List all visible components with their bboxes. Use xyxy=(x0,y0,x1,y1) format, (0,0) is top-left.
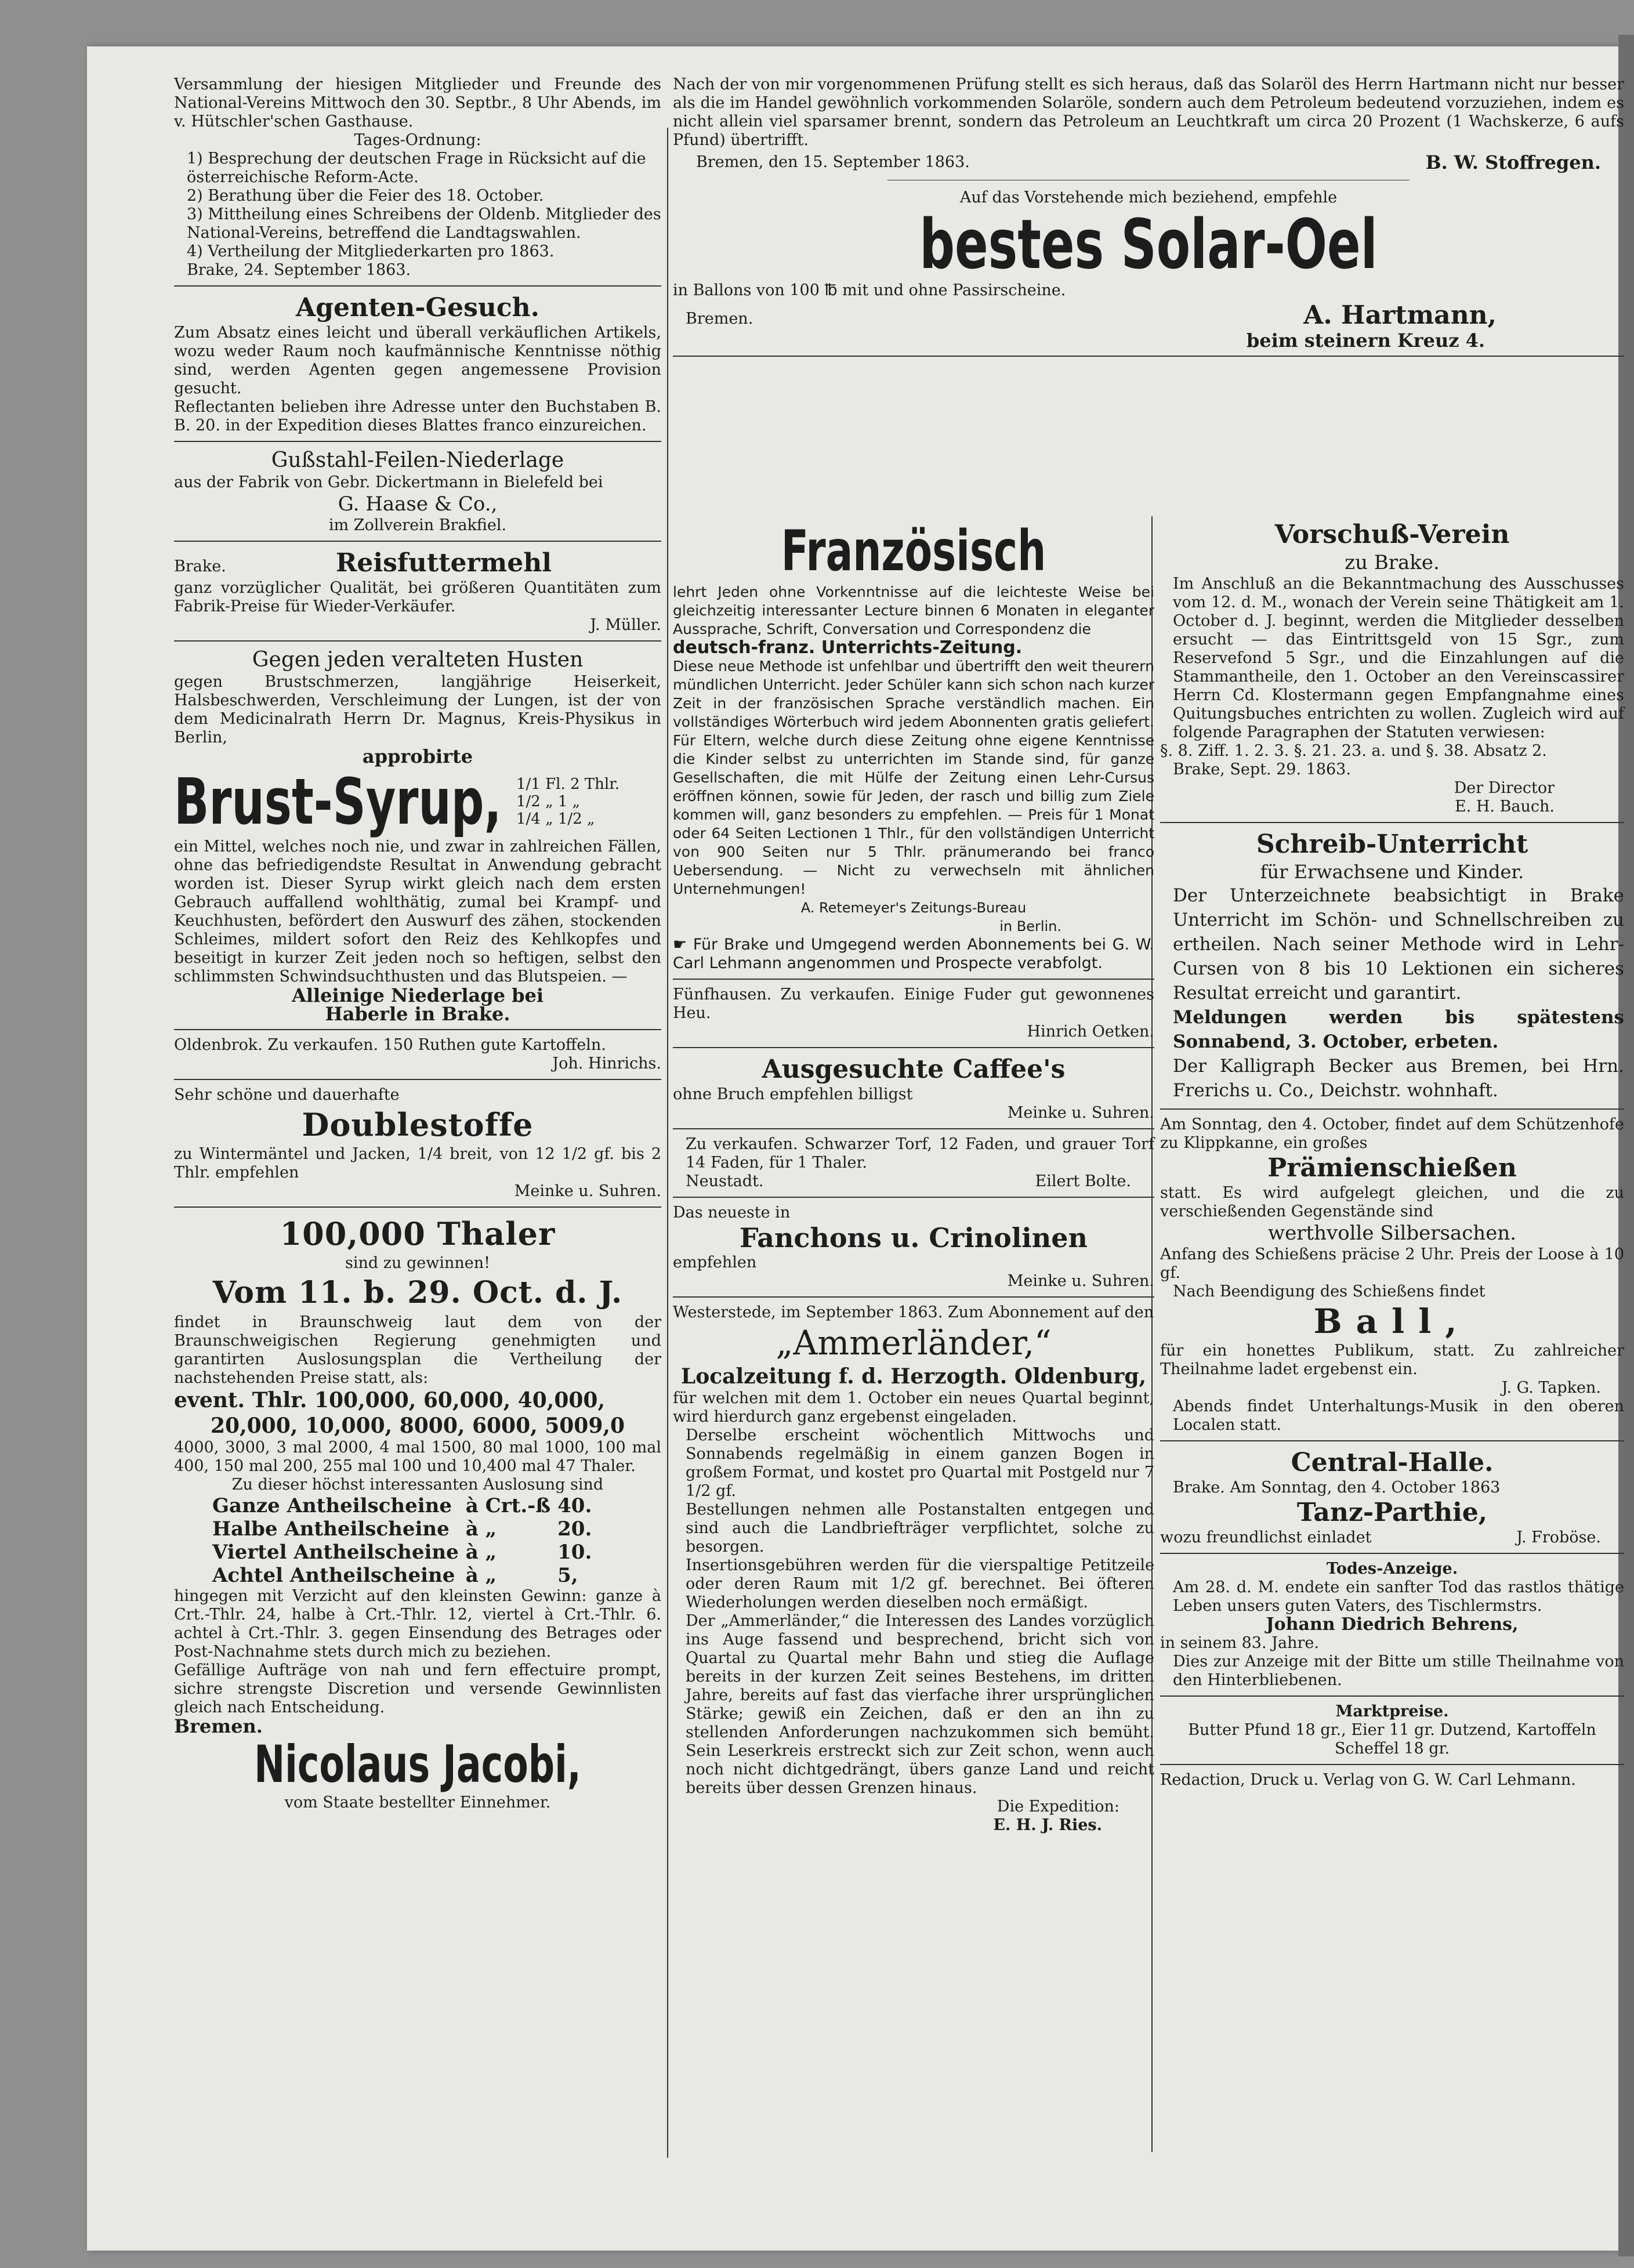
solar-sign: B. W. Stoffregen. xyxy=(1425,151,1601,173)
syrup-price: 1/4 „ 1/2 „ xyxy=(516,810,595,828)
todes-name: Johann Diedrich Behrens, xyxy=(1266,1614,1519,1635)
ammer-body1: für welchen mit dem 1. October ein neues Quartal beginnt, wird hierdurch ganz ergebenst eingeladen. xyxy=(673,1389,1154,1426)
verein-item: 3) Mittheilung eines Schreibens der Oldenb. Mitglieder des National-Vereins, betreffend die Landtagswahlen. xyxy=(187,205,661,242)
praemien-body: statt. Es wird aufgelegt gleichen, und die zu verschießenden Gegenstände sind xyxy=(1160,1184,1624,1220)
ammer-body2: Derselbe erscheint wöchentlich Mittwochs und Sonnabends regelmäßig in einem ganzen Bogen in großem Format, und kostet pro Quartal mit Postgeld nur 7 1/2 gf. xyxy=(686,1426,1154,1500)
ammer-body3: Bestellungen nehmen alle Postanstalten entgegen und sind auch die Landbriefträger verpflichtet, solche zu besorgen. xyxy=(686,1501,1154,1556)
gussstahl-firm: G. Haase & Co., xyxy=(338,492,498,516)
ad-ammerlaender xyxy=(673,1303,1154,1835)
franz-sign: A. Retemeyer's Zeitungs-Bureau xyxy=(800,900,1027,916)
ammer-sub: Localzeitung f. d. Herzogth. Oldenburg, xyxy=(680,1364,1147,1389)
lotterie-body: findet in Braunschweig laut dem von der Braunschweigischen Regierung genehmigten und garantirten Auslosungsplan die Vertheilung der nachstehenden Preise statt, als: xyxy=(174,1313,661,1387)
reis-prefix: Brake. xyxy=(174,557,226,575)
ammer-body5: Der „Ammerländer,“ die Interessen des Landes vorzüglich ins Auge fassend und besprechend, bricht sich von Quartal zu Quartal mehr Bahn und stieg die Auflage bereits in der kurzen Zeit seines Bestehens, im dritten Jahre, bereits auf fast das vierfache ihrer ursprünglichen Stärke; gewiß ein Zeichen, daß er den an ihn zu stellenden Anforderungen nachzukommen sich bemüht. Sein Leserkreis erstreckt sich zur Zeit schon, wenn auch noch nicht dichtgedrängt, übers ganze Land und reicht bereits über dessen Grenzen hinaus. xyxy=(686,1612,1154,1797)
caffee-title: Ausgesuchte Caffee's xyxy=(762,1055,1066,1084)
schreib-body: Der Unterzeichnete beabsichtigt in Brake Unterricht im Schön- und Schnellschreiben zu ertheilen. Nach seiner Methode wird in Lehr-Cursen von 8 bis 10 Lektionen ein sicheres Resultat erreicht und garantirt. xyxy=(1173,885,1624,1003)
ad-torf xyxy=(673,1135,1154,1191)
table-row xyxy=(209,1541,595,1564)
divider xyxy=(1160,1440,1624,1441)
column-1 xyxy=(174,75,661,1816)
ad-agenten xyxy=(174,292,661,435)
fanchons-body: empfehlen xyxy=(673,1253,757,1271)
doubles-pre: Sehr schöne und dauerhafte xyxy=(174,1086,400,1104)
gussstahl-title: Gußstahl-Feilen-Niederlage xyxy=(271,448,564,472)
divider xyxy=(174,1029,661,1030)
ad-fuenfhausen xyxy=(673,986,1154,1041)
gussstahl-body: aus der Fabrik von Gebr. Dickertmann in Bielefeld bei xyxy=(174,473,603,491)
reis-sign: J. Müller. xyxy=(590,616,661,634)
torf-sign: Eilert Bolte. xyxy=(1035,1172,1131,1190)
markt-body: Butter Pfund 18 gr., Eier 11 gr. Dutzend, Kartoffeln Scheffel 18 gr. xyxy=(1188,1721,1596,1758)
divider xyxy=(673,1128,1154,1129)
divider xyxy=(174,1079,661,1080)
divider xyxy=(174,285,661,287)
table-row xyxy=(209,1517,595,1541)
divider xyxy=(174,441,661,442)
ad-caffee xyxy=(673,1054,1154,1122)
lotterie-date: Vom 11. b. 29. Oct. d. J. xyxy=(212,1275,623,1310)
divider xyxy=(174,1207,661,1208)
ad-fanchons xyxy=(673,1204,1154,1291)
reis-body: ganz vorzüglicher Qualität, bei größeren Quantitäten zum Fabrik-Preise für Wieder-Verkäufer. xyxy=(174,579,661,615)
solar-addr: beim steinern Kreuz 4. xyxy=(1246,329,1485,352)
praemien-body3: Nach Beendigung des Schießens findet xyxy=(1173,1282,1486,1300)
share-price: 5, xyxy=(557,1564,578,1587)
ad-praemienschiessen xyxy=(1160,1115,1624,1434)
praemien-intro: Am Sonntag, den 4. October, findet auf dem Schützenhofe zu Klippkanne, ein großes xyxy=(1160,1115,1624,1152)
husten-depot2: Haberle in Brake. xyxy=(325,1003,510,1025)
lotterie-prizes2: 20,000, 10,000, 8000, 6000, 5009,0 xyxy=(211,1414,625,1438)
verein-agenda-title: Tages-Ordnung: xyxy=(354,131,481,149)
divider xyxy=(673,1197,1154,1198)
praemien-sign: J. G. Tapken. xyxy=(1501,1379,1601,1397)
central-body2: wozu freundlichst einladet xyxy=(1160,1528,1372,1546)
reis-title: Reisfuttermehl xyxy=(335,548,552,578)
fanchons-pre: Das neueste in xyxy=(673,1204,791,1222)
agenten-body2: Reflectanten belieben ihre Adresse unter den Buchstaben B. B. 20. in der Expedition dieses Blattes franco einzureichen. xyxy=(174,398,661,434)
schreib-body2: Meldungen werden bis spätestens Sonnabend, 3. October, erbeten. xyxy=(1173,1007,1624,1052)
ad-marktpreise xyxy=(1160,1702,1624,1758)
verein-item: 1) Besprechung der deutschen Frage in Rücksicht auf die österreichische Reform-Acte. xyxy=(187,150,646,186)
todes-body: Am 28. d. M. endete ein sanfter Tod das rastlos thätige Leben unsers guten Vaters, des Tischlermstrs. xyxy=(1173,1578,1624,1615)
fuenf-sign: Hinrich Oetken. xyxy=(1027,1023,1154,1041)
central-event: Tanz-Parthie, xyxy=(1296,1498,1488,1527)
solar-firm: A. Hartmann, xyxy=(1303,300,1497,330)
share-price: 40. xyxy=(557,1494,592,1517)
ad-vorschuss-verein xyxy=(1160,519,1624,816)
divider xyxy=(1160,822,1624,823)
share-price: 10. xyxy=(557,1541,592,1564)
divider xyxy=(174,640,661,642)
fuenf-text: Fünfhausen. Zu verkaufen. Einige Fuder gut gewonnenes Heu. xyxy=(673,986,1154,1022)
lotterie-name: Nicolaus Jacobi, xyxy=(254,1734,581,1794)
praemien-ball: Ball, xyxy=(1313,1302,1471,1341)
central-body: Brake. Am Sonntag, den 4. October 1863 xyxy=(1173,1479,1501,1497)
verein-item: 2) Berathung über die Feier des 18. October. xyxy=(187,187,544,205)
share-at: à „ xyxy=(465,1517,497,1541)
table-row xyxy=(209,1564,595,1587)
divider xyxy=(174,541,661,542)
share-at: à Crt.-ß xyxy=(465,1494,551,1517)
column-2 xyxy=(673,519,1154,1838)
agenten-title: Agenten-Gesuch. xyxy=(296,293,539,323)
caffee-body: ohne Bruch empfehlen billigst xyxy=(673,1085,913,1103)
vorschuss-sign1: Der Director xyxy=(1454,779,1555,797)
praemien-body4: für ein honettes Publikum, statt. Zu zahlreicher Theilnahme ladet ergebenst ein. xyxy=(1160,1342,1624,1378)
ad-central-halle xyxy=(1160,1447,1624,1547)
column-rule-1 xyxy=(667,128,668,2158)
solar-body: in Ballons von 100 ℔ mit und ohne Passirscheine. xyxy=(673,281,1066,299)
syrup-price: 1/2 „ 1 „ xyxy=(516,793,581,810)
vorschuss-sign2: E. H. Bauch. xyxy=(1454,798,1555,816)
central-sign: J. Froböse. xyxy=(1516,1528,1601,1546)
ad-reis xyxy=(174,548,661,635)
vorschuss-date: Brake, Sept. 29. 1863. xyxy=(1173,760,1351,778)
verein-intro: Versammlung der hiesigen Mitglieder und Freunde des National-Vereins Mittwoch den 30. Septbr., 8 Uhr Abends, im v. Hütschler'schen Gasthause. xyxy=(174,75,661,131)
franz-body1: lehrt Jeden ohne Vorkenntnisse auf die leichteste Weise bei gleichzeitig interessanter Lecture binnen 6 Monaten in eleganter Aussprache, Schrift, Conversation und Correspondenz die xyxy=(673,584,1154,637)
franz-note: ☛ Für Brake und Umgegend werden Abonnements bei G. W. Carl Lehmann angenommen und Prospecte verabfolgt. xyxy=(673,936,1154,972)
imprint-footer: Redaction, Druck u. Verlag von G. W. Carl Lehmann. xyxy=(1160,1771,1576,1789)
lotterie-shares-table xyxy=(209,1494,595,1587)
share-name: Halbe Antheilscheine xyxy=(212,1517,450,1541)
vorschuss-body: Im Anschluß an die Bekanntmachung des Ausschusses vom 12. d. M., wonach der Verein seine Thätigkeit am 1. October d. J. beginnt, werden die Mitglieder desselben ersucht — das Eintrittsgeld von 15 Sgr., zum Reservefond 5 Sgr., und die Einzahlungen auf die Stammantheile, den 1. October an den Vereinscassirer Herrn Cd. Klostermann gegen Empfangnahme eines Quitungsbuches entrichten zu wollen. Zugleich wird auf folgende Paragraphen der Statuten verwiesen: xyxy=(1173,575,1624,741)
husten-title: Gegen jeden veralteten Husten xyxy=(252,648,584,672)
ad-oldenbrok xyxy=(174,1036,661,1073)
ammer-intro: Westerstede, im September 1863. Zum Abonnement auf den xyxy=(673,1303,1154,1321)
vorschuss-title: Vorschuß-Verein xyxy=(1274,520,1510,549)
doubles-sign: Meinke u. Suhren. xyxy=(514,1182,661,1200)
solar-testimony: Nach der von mir vorgenommenen Prüfung stellt es sich heraus, daß das Solaröl des Herrn Hartmann nicht nur besser als die im Handel gewöhnlich vorkommenden Solaröle, sondern auch dem Petroleum bedeutend vorzuziehen, indem es nicht allein viel sparsamer brennt, sondern das Petroleum an Leuchtkraft um circa 20 Prozent (1 Wachskerze, 6 aufs Pfund) übertrifft. xyxy=(673,75,1624,149)
ad-todes-anzeige xyxy=(1160,1560,1624,1690)
husten-body: gegen Brustschmerzen, langjährige Heiserkeit, Halsbeschwerden, Verschleimung der Lungen, ist der von dem Medicinalrath Herrn Dr. Magnus, Kreis-Physikus in Berlin, xyxy=(174,673,661,747)
doubles-body: zu Wintermäntel und Jacken, 1/4 breit, von 12 1/2 gf. bis 2 Thlr. empfehlen xyxy=(174,1145,661,1182)
ad-franzoesisch xyxy=(673,519,1154,973)
vorschuss-sub: zu Brake. xyxy=(1345,551,1440,574)
ad-solar-oel xyxy=(673,75,1624,363)
todes-body2: Dies zur Anzeige mit der Bitte um stille Theilnahme von den Hinterbliebenen. xyxy=(1173,1653,1624,1689)
lotterie-prizes3: 4000, 3000, 3 mal 2000, 4 mal 1500, 80 mal 1000, 100 mal 400, 150 mal 200, 255 mal 100 und 10,400 mal 47 Thaler. xyxy=(174,1439,661,1475)
divider xyxy=(673,1047,1154,1048)
share-name: Achtel Antheilscheine xyxy=(212,1564,455,1587)
ammer-body4: Insertionsgebühren werden für die vierspaltige Petitzeile oder deren Raum mit 1/2 gf. berechnet. Bei öfteren Wiederholungen werden dieselben noch ermäßigt. xyxy=(686,1556,1154,1611)
doubles-title: Doublestoffe xyxy=(302,1106,534,1143)
divider xyxy=(673,1296,1154,1298)
oldenbrok-text: Oldenbrok. Zu verkaufen. 150 Ruthen gute Kartoffeln. xyxy=(174,1036,606,1054)
verein-item: 4) Vertheilung der Mitgliederkarten pro 1863. xyxy=(187,242,555,260)
solar-title: bestes Solar-Oel xyxy=(919,204,1378,284)
lotterie-prizes1: event. Thlr. 100,000, 60,000, 40,000, xyxy=(174,1388,606,1412)
share-at: à „ xyxy=(465,1541,497,1564)
franz-city: in Berlin. xyxy=(999,918,1061,934)
lotterie-role: vom Staate bestellter Einnehmer. xyxy=(284,1794,551,1811)
schreib-body3: Der Kalligraph Becker aus Bremen, bei Hrn. Frerichs u. Co., Deichstr. wohnhaft. xyxy=(1173,1056,1624,1101)
syrup-price: 1/1 Fl. 2 Thlr. xyxy=(516,776,620,793)
ammer-sign1: Die Expedition: xyxy=(997,1798,1119,1816)
schreib-sub: für Erwachsene und Kinder. xyxy=(1260,861,1524,883)
todes-title: Todes-Anzeige. xyxy=(1326,1560,1458,1578)
agenten-body: Zum Absatz eines leicht und überall verkäuflichen Artikels, wozu weder Raum noch kaufmännische Kenntnisse nöthig sind, werden Agenten gegen angemessene Provision gesucht. xyxy=(174,324,661,397)
divider xyxy=(673,979,1154,980)
ad-brust-syrup xyxy=(174,647,661,1023)
divider xyxy=(1160,1553,1624,1554)
share-name: Viertel Antheilscheine xyxy=(212,1541,459,1564)
torf-text: Zu verkaufen. Schwarzer Torf, 12 Faden, und grauer Torf 14 Faden, für 1 Thaler. xyxy=(686,1135,1154,1172)
ad-gussstahl xyxy=(174,448,661,535)
torf-place: Neustadt. xyxy=(686,1172,764,1190)
praemien-body5: Abends findet Unterhaltungs-Musik in den oberen Localen statt. xyxy=(1173,1397,1624,1434)
fanchons-sign: Meinke u. Suhren. xyxy=(1007,1272,1154,1290)
franz-body2: Diese neue Methode ist unfehlbar und übertrifft den weit theurern mündlichen Unterricht. Jeder Schüler kann sich schon nach kurzer Zeit in der französischen Sprache verständlich machen. Ein vollständiges Wörterbuch wird jedem Abonnenten gratis geliefert. Für Eltern, welche durch diese Zeitung ohne eigene Kenntnisse die Kinder selbst zu unterrichten im Stande sind, für ganze Gesellschaften, die mit Hülfe der Zeitung einen Lehr-Cursus eröffnen können, sowie für Jeden, der rasch und billig zum Ziele kommen will, ganz besonders zu empfehlen. — Preis für 1 Monat oder 64 Seiten Lectionen 1 Thlr., für den vollständigen Unterricht von 900 Seiten nur 5 Thlr. pränumerando bei franco Uebersendung. — Nicht zu verwechseln mit ähnlichen Unternehmungen! xyxy=(673,658,1154,897)
schreib-title: Schreib-Unterricht xyxy=(1256,829,1528,859)
solar-city: Bremen. xyxy=(686,310,753,328)
ammer-title: „Ammerländer,“ xyxy=(776,1323,1052,1363)
solar-ref: Auf das Vorstehende mich beziehend, empfehle xyxy=(959,189,1338,206)
lotterie-title: 100,000 Thaler xyxy=(280,1215,556,1252)
share-name: Ganze Antheilscheine xyxy=(212,1494,452,1517)
ad-schreib-unterricht xyxy=(1160,829,1624,1103)
divider xyxy=(1160,1764,1624,1765)
ad-doublestoffe xyxy=(174,1086,661,1201)
share-price: 20. xyxy=(557,1517,592,1541)
solar-date: Bremen, den 15. September 1863. xyxy=(696,153,970,171)
praemien-title: Prämienschießen xyxy=(1267,1153,1517,1183)
share-at: à „ xyxy=(465,1564,497,1587)
oldenbrok-sign: Joh. Hinrichs. xyxy=(552,1055,661,1073)
franz-title: Französisch xyxy=(781,519,1046,584)
verein-date: Brake, 24. September 1863. xyxy=(187,261,411,279)
husten-approved: approbirte xyxy=(362,745,473,767)
divider xyxy=(1160,1108,1624,1110)
syrup-product: Brust-Syrup, xyxy=(174,765,502,839)
markt-title: Marktpreise. xyxy=(1335,1702,1449,1720)
husten-depot: Alleinige Niederlage bei xyxy=(292,984,544,1006)
central-title: Central-Halle. xyxy=(1291,1448,1494,1477)
table-row xyxy=(209,1494,595,1517)
husten-body2: ein Mittel, welches noch nie, und zwar in zahlreichen Fällen, ohne das befriedigendste Resultat in Anwendung gebracht worden ist. Dieser Syrup wirkt gleich nach dem ersten Gebrauch auffallend wohlthätig, zumal bei Krampf- und Keuchhusten, befördert den Auswurf des zähen, stockenden Schleimes, mildert sofort den Reiz des Kehlkopfes und beseitigt in kurzer Zeit jeden noch so heftigen, selbst den schlimmsten Schwindsuchthusten und das Blutspeien. — xyxy=(174,838,661,986)
divider xyxy=(1160,1695,1624,1697)
lotterie-sub: sind zu gewinnen! xyxy=(345,1254,490,1272)
ad-lotterie xyxy=(174,1213,661,1812)
lotterie-intro2: Zu dieser höchst interessanten Auslosung sind xyxy=(231,1476,604,1494)
lotterie-body2: hingegen mit Verzicht auf den kleinsten Gewinn: ganze à Crt.-Thlr. 24, halbe à Crt.-Thlr. 12, viertel à Crt.-Thlr. 6. achtel à Crt.-Thlr. 3. gegen Einsendung des Betrages oder Post-Nachnahme stets durch mich zu beziehen. xyxy=(174,1587,661,1661)
gussstahl-place: im Zollverein Brakfiel. xyxy=(328,516,507,534)
ammer-sign2: E. H. J. Ries. xyxy=(993,1816,1102,1834)
todes-age: in seinem 83. Jahre. xyxy=(1160,1634,1319,1652)
divider xyxy=(673,356,1624,357)
caffee-sign: Meinke u. Suhren. xyxy=(1007,1104,1154,1122)
lotterie-body3: Gefällige Aufträge von nah und fern effectuire prompt, sichre strengste Discretion und versende Gewinnlisten gleich nach Entscheidung. xyxy=(174,1661,661,1716)
vorschuss-paras: §. 8. Ziff. 1. 2. 3. §. 21. 23. a. und §. 38. Absatz 2. xyxy=(1160,742,1547,760)
praemien-items: werthvolle Silbersachen. xyxy=(1267,1222,1517,1245)
ad-national-verein xyxy=(174,75,661,280)
franz-paper: deutsch-franz. Unterrichts-Zeitung. xyxy=(673,637,1023,658)
column-3 xyxy=(1160,519,1624,1789)
fanchons-title: Fanchons u. Crinolinen xyxy=(740,1222,1088,1253)
lotterie-city: Bremen. xyxy=(174,1715,263,1737)
praemien-body2: Anfang des Schießens präcise 2 Uhr. Preis der Loose à 10 gf. xyxy=(1160,1245,1624,1282)
